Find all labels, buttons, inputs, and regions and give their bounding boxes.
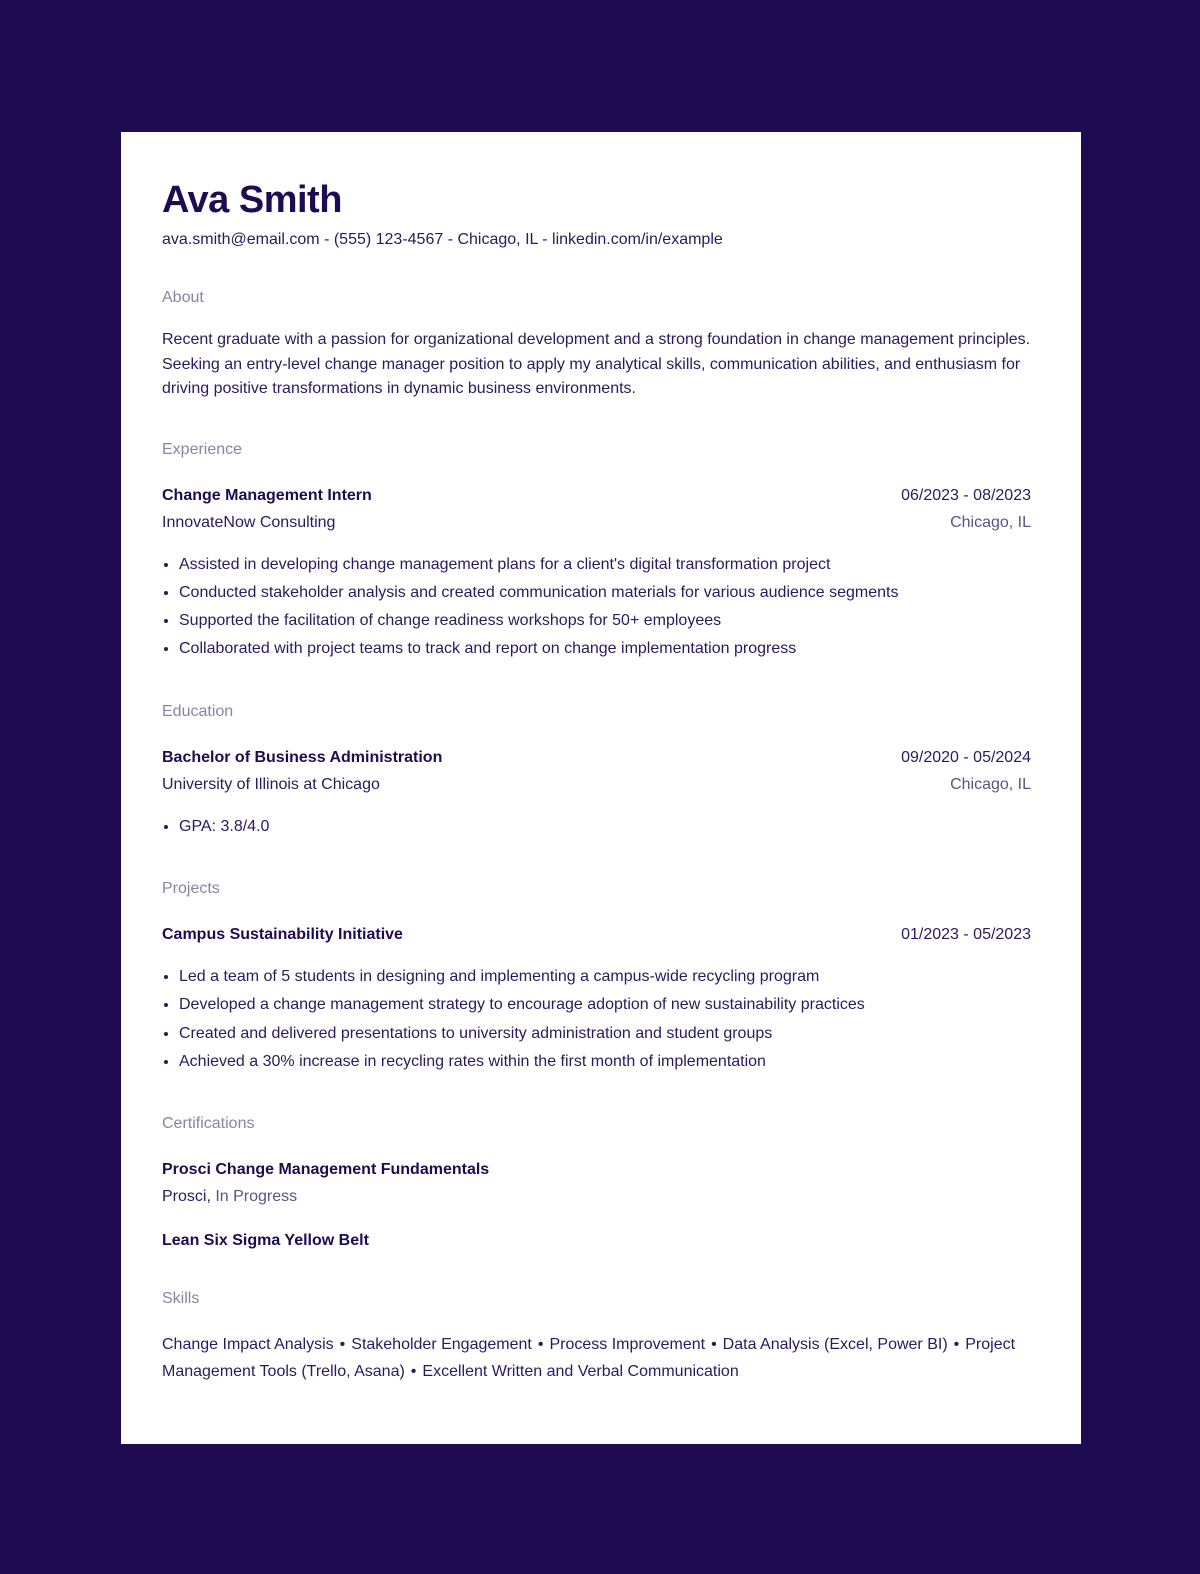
section-title-education: Education [162,702,234,720]
skill-separator: • [711,1336,717,1354]
list-item: • Achieved a 30% increase in recycling rates within the first month of implementation [179,1048,1031,1076]
education-bullets [162,813,1031,841]
section-title-skills: Skills [162,1290,200,1308]
skill-separator: • [339,1336,346,1354]
list-item: • Conducted stakeholder analysis and created communication materials for various audience segments [179,579,1031,607]
about-text: Recent graduate with a passion for organizational development and a strong foundation in change management principles. Seeking an entry-level change manager position to apply my analytical skills, communication abilities, and enthusiasm for driving positive transformations in dynamic business environments. [162,331,1031,397]
section-title-projects: Projects [162,879,220,897]
list-item: • GPA: 3.8/4.0 [179,813,1031,841]
project-entry [162,925,1031,1076]
education-location: Chicago, IL [950,775,1031,793]
experience-bullets [162,551,1031,664]
experience-entry [162,486,1031,664]
education-entry [162,748,1031,841]
section-title-about: About [162,289,204,306]
list-item: • Collaborated with project teams to track and report on change implementation progress [179,635,1031,663]
skill-item: Stakeholder Engagement [351,1336,532,1354]
skills-list [162,1331,1031,1385]
list-item: • Supported the facilitation of change readiness workshops for 50+ employees [179,607,1031,635]
education-degree: Bachelor of Business Administration [162,748,443,766]
skill-item: Process Improvement [549,1336,706,1354]
candidate-name: Ava Smith [162,179,342,221]
education-dates: 09/2020 - 05/2024 [901,748,1031,766]
experience-role: Change Management Intern [162,486,372,504]
skill-separator: • [537,1336,544,1354]
certification-issuer: Prosci [162,1188,207,1206]
experience-dates: 06/2023 - 08/2023 [901,486,1031,504]
skill-item: Excellent Written and Verbal Communication [422,1363,739,1381]
project-dates: 01/2023 - 05/2023 [901,925,1031,943]
experience-company: InnovateNow Consulting [162,513,336,531]
skill-separator: • [410,1363,417,1381]
project-bullets [162,963,1031,1076]
skill-separator: • [953,1336,960,1354]
skill-item: Change Impact Analysis [162,1336,334,1354]
project-name: Campus Sustainability Initiative [162,925,403,943]
skill-item: Project Management Tools (Trello, Asana) [162,1336,1016,1381]
certification-entry: Prosci Change Management Fundamentals Prosci, In Progress [162,1161,490,1206]
certification-name: Prosci Change Management Fundamentals [162,1161,490,1179]
certification-name: Lean Six Sigma Yellow Belt [162,1232,369,1250]
section-title-certifications: Certifications [162,1115,255,1133]
list-item: • Assisted in developing change management plans for a client's digital transformation project [179,551,1031,579]
list-item: • Led a team of 5 students in designing and implementing a campus-wide recycling program [179,963,1031,991]
skill-item: Data Analysis (Excel, Power BI) [722,1336,948,1354]
education-school: University of Illinois at Chicago [162,775,380,793]
experience-location: Chicago, IL [950,513,1031,531]
list-item: • Developed a change management strategy to encourage adoption of new sustainability practices [179,991,1031,1019]
resume-page [121,132,1081,1444]
list-item: • Created and delivered presentations to university administration and student groups [179,1020,1031,1048]
contact-line: ava.smith@email.com - (555) 123-4567 - Chicago, IL - linkedin.com/in/example [162,231,723,248]
section-title-experience: Experience [162,440,243,458]
certification-status: In Progress [215,1188,298,1206]
certification-entry [162,1231,1031,1251]
